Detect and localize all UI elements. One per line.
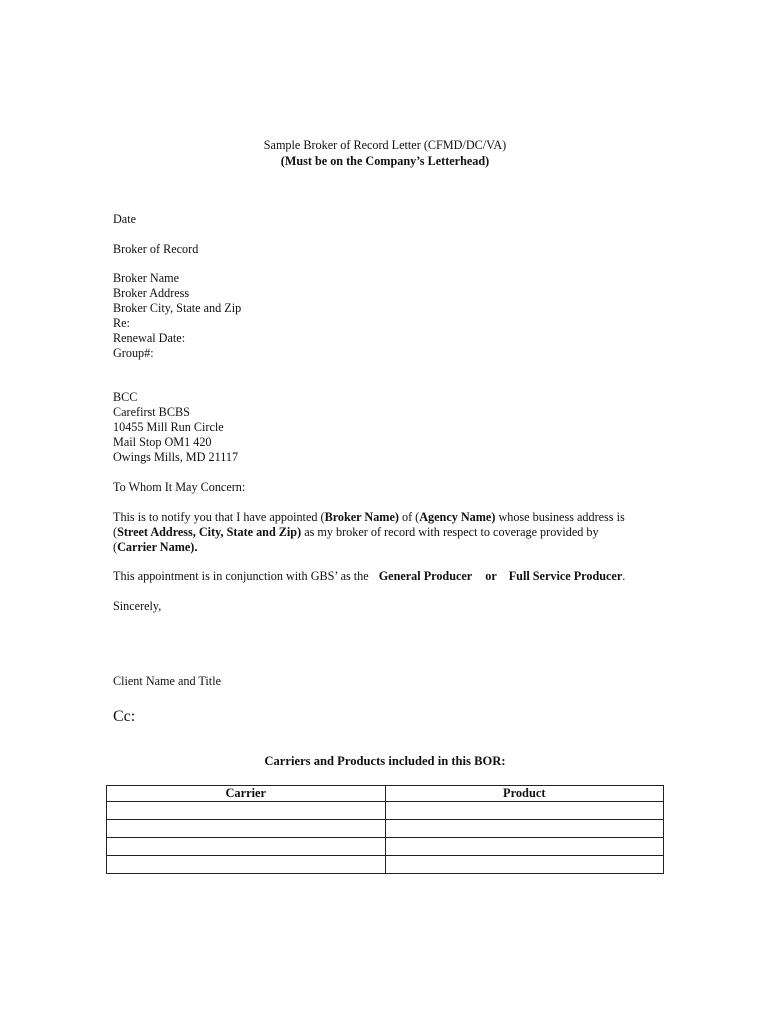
conjunction-paragraph (113, 569, 673, 584)
table-header-row (107, 786, 664, 802)
broker-of-record-line: Broker of Record (113, 242, 199, 256)
table-title: Carriers and Products included in this BOR: (264, 754, 506, 768)
paragraph-text: This appointment is in conjunction with GBS’ as the (113, 569, 369, 583)
product-cell (385, 856, 664, 874)
table-row (107, 856, 664, 874)
address-placeholder: Street Address, City, State and Zip) (117, 525, 302, 539)
closing: Sincerely, (113, 599, 162, 613)
recipient-line: BCC (113, 390, 138, 404)
product-cell (385, 838, 664, 856)
paragraph-text: ( (113, 540, 118, 554)
carrier-cell (107, 838, 386, 856)
carrier-cell (107, 802, 386, 820)
carrier-cell (107, 856, 386, 874)
recipient-line: Carefirst BCBS (113, 405, 190, 419)
carriers-products-table (106, 785, 664, 874)
table-row (107, 802, 664, 820)
carrier-column-header: Carrier (107, 786, 386, 802)
paragraph-text: of ( (398, 510, 420, 524)
paragraph-text: . (622, 569, 626, 583)
paragraph-line (113, 525, 673, 540)
broker-name-placeholder: Broker Name) (324, 510, 399, 524)
recipient-line: Mail Stop OM1 420 (113, 435, 212, 449)
full-service-producer-option: Full Service Producer (508, 569, 623, 583)
date-line: Date (113, 212, 137, 226)
paragraph-text: ( (113, 525, 118, 539)
broker-name-line: Broker Name (113, 271, 179, 285)
renewal-date-line: Renewal Date: (113, 331, 186, 345)
recipient-line: Owings Mills, MD 21117 (113, 450, 239, 464)
paragraph-line (113, 540, 673, 555)
group-number-line: Group#: (113, 346, 154, 360)
table-row (107, 838, 664, 856)
cc-line: Cc: (113, 708, 136, 725)
appointment-paragraph (113, 510, 673, 555)
product-column-header: Product (385, 786, 664, 802)
broker-address-line: Broker Address (113, 286, 190, 300)
salutation: To Whom It May Concern: (113, 480, 246, 494)
document-subtitle: (Must be on the Company’s Letterhead) (280, 154, 490, 168)
recipient-line: 10455 Mill Run Circle (113, 420, 224, 434)
paragraph-text: whose business address is (495, 510, 625, 524)
or-text: or (485, 569, 497, 583)
paragraph-line (113, 569, 673, 584)
paragraph-text: This is to notify you that I have appointed ( (113, 510, 325, 524)
recipient-address-block (113, 390, 673, 465)
paragraph-line (113, 510, 673, 525)
carrier-name-placeholder: Carrier Name). (117, 540, 198, 554)
re-line: Re: (113, 316, 130, 330)
broker-city-line: Broker City, State and Zip (113, 301, 242, 315)
paragraph-text: as my broker of record with respect to coverage provided by (301, 525, 599, 539)
general-producer-option: General Producer (378, 569, 473, 583)
product-cell (385, 820, 664, 838)
table-row (107, 820, 664, 838)
agency-name-placeholder: Agency Name) (419, 510, 496, 524)
broker-address-block (113, 271, 673, 361)
document-title: Sample Broker of Record Letter (CFMD/DC/VA) (263, 138, 507, 152)
signature-line: Client Name and Title (113, 674, 221, 688)
product-cell (385, 802, 664, 820)
carrier-cell (107, 820, 386, 838)
